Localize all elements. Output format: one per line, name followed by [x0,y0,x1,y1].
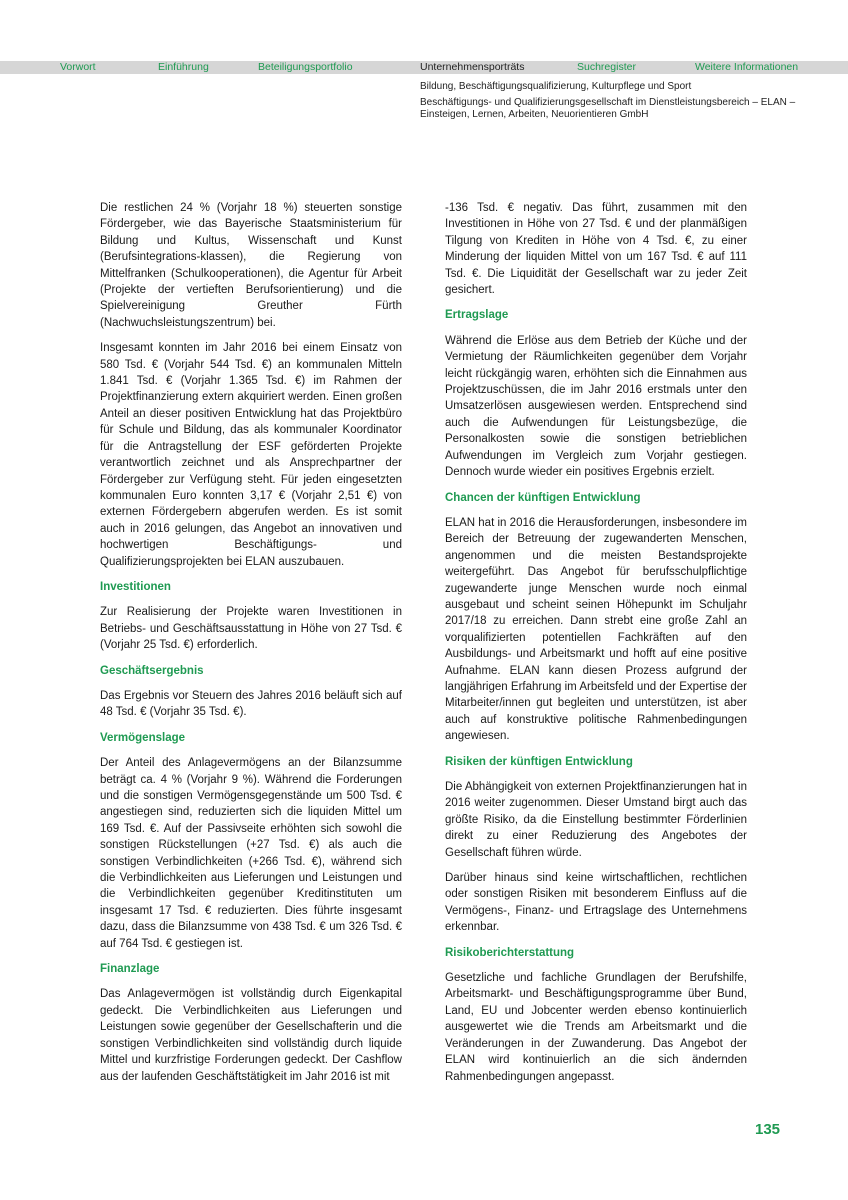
paragraph-foerdergeber: Die restlichen 24 % (Vorjahr 18 %) steuerten sonstige Fördergeber, wie das Bayerische Staatsministerium für Bildung und Kultus, Wissenschaft und Kunst (Berufsintegrations-klassen), die Regierung von Mittelfranken (Schulkooperationen), die Agentur für Arbeit (Projekte der vertieften Berufsorientierung) und die Spielvereinigung Greuther Fürth (Nachwuchsleistungszentrum) bei. [100,202,402,329]
heading-geschaeftsergebnis: Geschäftsergebnis [100,664,204,677]
paragraph-projektfinanzierung: Insgesamt konnten im Jahr 2016 bei einem Einsatz von 580 Tsd. € (Vorjahr 544 Tsd. €) an kommunalen Mitteln 1.841 Tsd. € (Vorjahr 1.365 Tsd. €) im Rahmen der Projektfinanzierung extern akquiriert werden. Einen großen Anteil an dieser positiven Entwicklung hat das Projektbüro für Schule und Bildung, das als kommunaler Koordinator für die Antragstellung der ESF geförderten Projekte verantwortlich zeichnet und als Ansprechpartner der Fördergeber zur Verfügung steht. Für jeden eingesetzten kommunalen Euro konnten 3,17 € (Vorjahr 2,51 €) von externen Fördergebern abgerufen werden. Es ist somit auch in 2016 gelungen, das Angebot an innovativen und hochwertigen Beschäftigungs- und Qualifizierungsprojekten bei ELAN auszubauen. [100,342,402,568]
paragraph-geschaeftsergebnis: Das Ergebnis vor Steuern des Jahres 2016 beläuft sich auf 48 Tsd. € (Vorjahr 35 Tsd. €). [100,689,402,719]
header-category: Bildung, Beschäftigungsqualifizierung, Kulturpflege und Sport [420,81,692,92]
right-column [445,200,747,1094]
paragraph-risikoberichterstattung: Gesetzliche und fachliche Grundlagen der Berufshilfe, Arbeitsmarkt- und Beschäftigungsprogramme über Bund, Land, EU und Jobcenter werden ebenso kontinuierlich ausgewertet wie die Trends am Arbeitsmarkt und die Veränderungen in der Zuwanderung. Das Angebot der ELAN wird kontinuierlich an die sich ändernden Rahmenbedingungen angepasst. [445,972,747,1083]
paragraph-investitionen: Zur Realisierung der Projekte waren Investitionen in Betriebs- und Geschäftsausstattung in Höhe von 27 Tsd. € (Vorjahr 25 Tsd. €) erforderlich. [100,606,402,652]
paragraph-risiken-2: Darüber hinaus sind keine wirtschaftlichen, rechtlichen oder sonstigen Risiken mit besonderem Einfluss auf die Vermögens-, Finanz- und Ertragslage des Unternehmens erkennbar. [445,872,747,934]
nav-einfuehrung[interactable]: Einführung [158,61,209,73]
left-column [100,200,402,1094]
page-number: 135 [755,1121,781,1138]
paragraph-risiken-1: Die Abhängigkeit von externen Projektfinanzierungen hat in 2016 weiter zugenommen. Dieser Umstand birgt auch das größte Risiko, da die Einstellung bestimmter Förderlinien direkt zu einer Reduzierung des Angebotes der Gesellschaft führen würde. [445,781,747,859]
paragraph-ertragslage: Während die Erlöse aus dem Betrieb der Küche und der Vermietung der Räumlichkeiten gegenüber dem Vorjahr leicht rückgängig waren, erhöhten sich die Einnahmen aus Projektzuschüssen, die im Jahr 2016 erstmals unter den Umsatzerlösen ausgewiesen werden. Entsprechend sind auch die Aufwendungen für Leistungsbezüge, die Personalkosten sowie die sonstigen betrieblichen Aufwendungen im Vergleich zum Vorjahr gestiegen. Dennoch wurde wieder ein positives Ergebnis erzielt. [445,334,747,479]
heading-ertragslage: Ertragslage [445,309,509,322]
nav-unternehmensportraets[interactable]: Unternehmensporträts [420,61,525,73]
nav-weitere-informationen[interactable]: Weitere Informationen [695,61,799,73]
nav-beteiligungsportfolio[interactable]: Beteiligungsportfolio [258,61,353,73]
header-company-line1: Beschäftigungs- und Qualifizierungsgesellschaft im Dienstleistungsbereich – ELAN – [420,97,796,108]
paragraph-chancen: ELAN hat in 2016 die Herausforderungen, insbesondere im Bereich der Betreuung der zugewanderten Menschen, angenommen und die meisten Bestandsprojekte weitergeführt. Das Angebot für berufsschulpflichtige zugewanderte junge Menschen wurde noch einmal ausgebaut und scheint seinen Höhepunkt im Schuljahr 2017/18 zu erreichen. Dann strebt eine große Zahl an vorqualifizierten potentiellen Fachkräften auf den Ausbildungs- und Arbeitsmarkt und hofft auf eine positive Aufnahme. ELAN kann diesen Prozess aufgrund der langjährigen Erfahrung im Arbeitsfeld und der Expertise der Mitarbeiter/innen gut begleiten und unterstützen, ist aber auch auf konstruktive politische Rahmenbedingungen angewiesen. [445,516,747,743]
header-company-line2: Einsteigen, Lernen, Arbeiten, Neuorientieren GmbH [420,109,649,120]
paragraph-finanzlage: Das Anlagevermögen ist vollständig durch Eigenkapital gedeckt. Die Verbindlichkeiten aus Lieferungen und Leistungen sowie gegenüber der Gesellschafterin und die sonstigen Verbindlichkeiten sind vollständig durch liquide Mittel und kurzfristige Forderungen gedeckt. Der Cashflow aus der laufenden Geschäftstätigkeit im Jahr 2016 ist mit [100,988,402,1083]
heading-risiken: Risiken der künftigen Entwicklung [445,755,633,768]
nav-vorwort[interactable]: Vorwort [60,61,96,73]
heading-chancen: Chancen der künftigen Entwicklung [445,491,641,504]
paragraph-finanzlage-continued: -136 Tsd. € negativ. Das führt, zusammen mit den Investitionen in Höhe von 27 Tsd. € und der planmäßigen Tilgung von Krediten in Höhe von 4 Tsd. €, zu einer Minderung der liquiden Mittel von um 167 Tsd. € auf 111 Tsd. €. Die Liquidität der Gesellschaft war zu jeder Zeit gesichert. [445,202,747,297]
heading-finanzlage: Finanzlage [100,963,160,976]
heading-risikoberichterstattung: Risikoberichterstattung [445,946,575,959]
nav-suchregister[interactable]: Suchregister [577,61,636,73]
heading-investitionen: Investitionen [100,580,171,593]
heading-vermoegenslage: Vermögenslage [100,731,186,744]
paragraph-vermoegenslage: Der Anteil des Anlagevermögens an der Bilanzsumme beträgt ca. 4 % (Vorjahr 9 %). Während die Forderungen und die sonstigen Vermögensgegenstände um 500 Tsd. € angestiegen sind, reduzierten sich die liquiden Mittel um 169 Tsd. €. Auf der Passivseite erhöhten sich sowohl die sonstigen Rückstellungen (+27 Tsd. €) als auch die sonstigen Verbindlichkeiten (+266 Tsd. €), während sich die Verbindlichkeiten aus Lieferungen und Leistungen und die Verbindlichkeiten gegenüber Kreditinstituten um insgesamt 17 Tsd. € reduzierten. Dies führte insgesamt dazu, dass die Bilanzsumme von 438 Tsd. € um 326 Tsd. € auf 764 Tsd. € gestiegen ist. [100,757,402,950]
